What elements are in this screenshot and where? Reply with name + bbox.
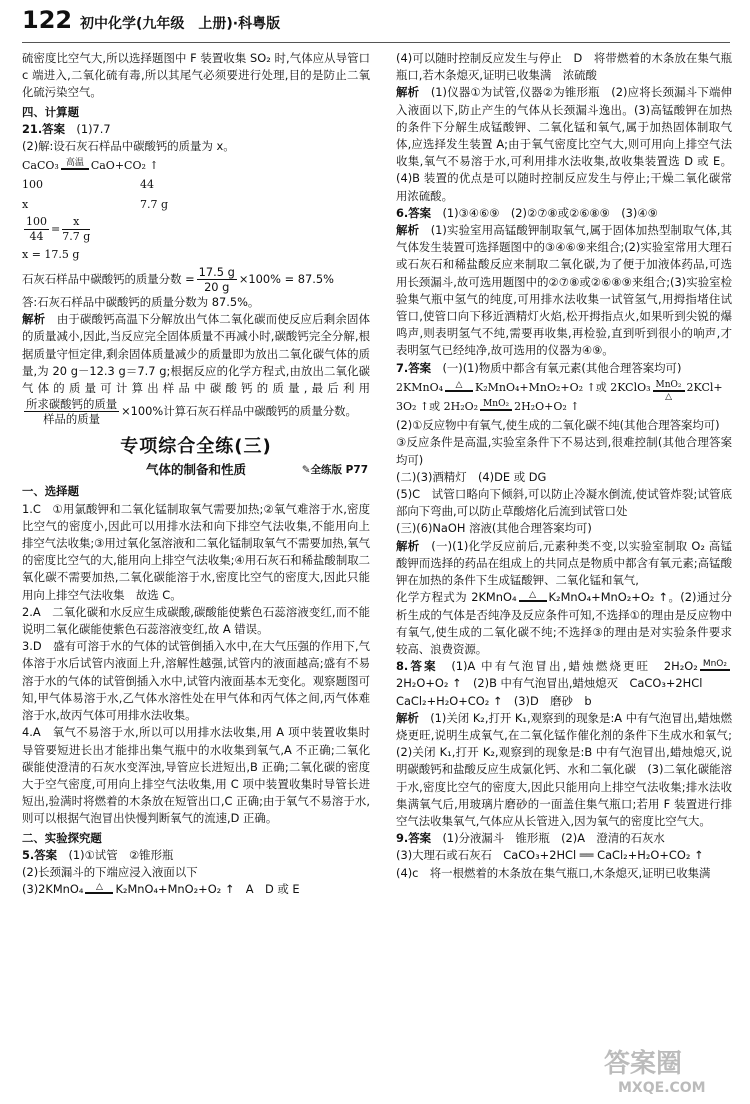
- q8-part1-pre: (1)A 中有气泡冒出,蜡烛燃烧更旺 2H₂O₂: [451, 659, 698, 674]
- fraction: [24, 215, 49, 244]
- q2-answer: 2.A 二氧化碳和水反应生成碳酸,碳酸能使紫色石蕊溶液变红,而不能说明二氧化碳能使紫色石蕊溶液变红,故 A 错误。: [22, 604, 370, 637]
- denominator: 20 g: [204, 280, 230, 295]
- q7-label: 7.答案: [396, 360, 432, 375]
- q21-analysis-tail: ×100%计算石灰石样品中碳酸钙的质量分数。: [121, 404, 357, 419]
- book-title: 初中化学(九年级 上册)·科粤版: [80, 16, 281, 32]
- denominator: 7.7 g: [62, 229, 91, 243]
- q8-part2: CaCl₂+H₂O+CO₂ ↑ (3)D 磨砂 b: [396, 693, 592, 708]
- practice-page-ref: [302, 462, 368, 479]
- q8-part1-post: 2H₂O+O₂ ↑ (2)B 中有气泡冒出,蜡烛熄灭 CaCO₃+2HCl: [396, 676, 703, 691]
- q21-answer-text: (1)7.7: [76, 121, 111, 136]
- q6-analysis: [396, 222, 732, 360]
- q21-answer: [22, 121, 370, 138]
- q21-x-result: x = 17.5 g: [22, 247, 80, 261]
- left-column: [22, 50, 370, 898]
- q21-analysis: [22, 311, 370, 426]
- watermark-url: MXQE.COM: [618, 1080, 706, 1096]
- q21-proportion: $\frac{100}{44}$ = $\frac{x}{7.7 g}$: [26, 214, 91, 243]
- q4-answer: 4.A 氧气不易溶于水,所以可以用排水法收集,用 A 项中装置收集时导管要短进长出才能排出集气瓶中的水收集到氧气,A 不正确;二氧化碳能使澄清的石灰水变浑浊,导管应长进短出,B 正确;二氧化碳的密度大于空气密度,可用向上排空气法收集,用 C 项中装置收集时导管长进短出,验满时将燃着的木条放在短管出口,C 正确;由于氧气不易溶于水,则可以根据气泡冒出快慢判断氧气的流速,D 正确。: [22, 725, 370, 826]
- q5-part3-post: K₂MnO₄+MnO₂+O₂ ↑ A D 或 E: [115, 882, 300, 897]
- denominator: 44: [29, 229, 44, 243]
- q7-equation2: [396, 398, 732, 415]
- q6-answer: [396, 205, 732, 222]
- q21-eq-left: CaCO₃: [22, 159, 59, 173]
- section-heading-calc: 四、计算题: [22, 104, 79, 119]
- q21-conclusion: 答:石灰石样品中碳酸钙的质量分数为 87.5%。: [22, 295, 260, 310]
- q7-analysis2-pre: 化学方程式为 2KMnO₄: [396, 590, 517, 605]
- q21-row2-a: x: [22, 197, 29, 211]
- q7-eq2-post: 2H₂O+O₂ ↑: [514, 400, 580, 414]
- q21-eq-condition: [61, 158, 89, 174]
- q5-answer: [22, 847, 370, 864]
- q7-analysis-text: (一)(1)化学反应前后,元素种类不变,以实验室制取 O₂ 高锰酸钾而选择的药品在组成上的共同点是物质中都含有氧元素;高锰酸钾在加热的条件下生成锰酸钾、二氧化锰和氧气,: [396, 538, 732, 588]
- q7-analysis: [396, 538, 732, 590]
- analysis-label: 解析: [396, 223, 420, 238]
- watermark-text: 答案圈: [604, 1049, 683, 1079]
- q21-equation: [22, 157, 370, 174]
- catalyst-text: MnO₂: [700, 659, 730, 671]
- q21-ratio-row1: [22, 176, 370, 193]
- q7-eq1-mid: K₂MnO₄+MnO₂+O₂ ↑或 2KClO₃: [475, 380, 651, 394]
- q9-part3: (4)c 将一根燃着的木条放在集气瓶口,木条熄灭,证明已收集满: [396, 865, 711, 880]
- q8-answer: [396, 658, 732, 692]
- q21-percent-pre: 石灰石样品中碳酸钙的质量分数 =: [22, 272, 195, 287]
- q5-part3-pre: (3)2KMnO₄: [22, 882, 84, 897]
- header-divider: [22, 42, 730, 43]
- q7-part6: (三)(6)NaOH 溶液(其他合理答案均可): [396, 521, 592, 536]
- q7-analysis2-post: K₂MnO₄+MnO₂+O₂ ↑。(2)通过分析生成的气体是否纯净及反应条件可知,不选择①的理由是反应物中有氧气,使生成的二氧化碳不纯;不选择③的理由是对实验条件要求较高、浪费资源。: [396, 590, 732, 656]
- denominator: 样品的质量: [43, 412, 101, 427]
- q8-analysis: [396, 710, 732, 830]
- q21-solution-intro: (2)解:设石灰石样品中碳酸钙的质量为 x。: [22, 139, 235, 154]
- pencil-icon: ✎: [301, 464, 311, 477]
- numerator: 17.5 g: [198, 265, 235, 280]
- practice-ref-text: 全练版 P77: [310, 464, 368, 477]
- page-header: [0, 0, 750, 42]
- q7-part5: (5)C 试管口略向下倾斜,可以防止冷凝水倒流,使试管炸裂;试管底部向下弯曲,可以防止草酸熔化后流到试管口处: [396, 487, 732, 519]
- q21-row1-a: 100: [22, 178, 43, 192]
- q21-percent-post: ×100% = 87.5%: [238, 272, 334, 287]
- practice-title: 专项综合全练(三): [120, 436, 272, 458]
- q5-label: 5.答案: [22, 847, 58, 862]
- q7-eq1-pre: 2KMnO₄: [396, 380, 443, 394]
- analysis-label: 解析: [396, 85, 420, 100]
- q1-answer: 1.C ①用氯酸钾和二氧化锰制取氧气需要加热;②氧气难溶于水,密度比空气的密度小,因此可以用排水法和向下排空气法收集,不能用向上排空气法收集;③用过氧化氢溶液和二氧化锰制取氧气不需要加热,氧气的密度比空气的大,能用向上排空气法收集;④用石灰石和稀盐酸制取二氧化碳不需要加热,二氧化碳能溶于水,密度比空气的密度大,因此只能用向上排空气法收集 故选 C。: [22, 501, 370, 602]
- q6-label: 6.答案: [396, 205, 432, 220]
- practice-subtitle-row: [22, 459, 370, 481]
- q5-analysis-text: (1)仪器①为试管,仪器②为锥形瓶 (2)应将长颈漏斗下端伸入液面以下,防止产生的气体从长颈漏斗逸出。(3)高锰酸钾在加热的条件下分解生成锰酸钾、二氧化锰和氧气,属于加热固体制取气体,应选择发生装置 A;由于氧气密度比空气大,则可用向上排空气法收集,氧气不易溶于水,可利用排水法收集,故收集装置选 D 或 E。(4)B 装置的优点是可以随时控制反应发生与停止;干燥二氧化碳常用浓硫酸。: [396, 85, 732, 203]
- q21-ratio-row2: [22, 196, 370, 213]
- q21-eq-right: CaO+CO₂ ↑: [90, 159, 159, 173]
- fraction: [24, 397, 119, 426]
- q9-label: 9.答案: [396, 831, 432, 846]
- analysis-label: 解析: [22, 312, 46, 327]
- catalyst-text: MnO₂: [653, 380, 685, 392]
- numerator: 100: [26, 214, 47, 228]
- intro-paragraph: 硫密度比空气大,所以选择题图中 F 装置收集 SO₂ 时,气体应从导管口 c 端进入,二氧化硫有毒,所以其尾气必须要进行处理,目的是防止二氧化硫污染空气。: [22, 51, 370, 100]
- right-column: [396, 50, 732, 882]
- numerator: x: [62, 215, 90, 230]
- q21-row1-b: 44: [140, 178, 154, 192]
- q8-label: 8.答案: [396, 659, 438, 674]
- heat-condition: △: [85, 882, 113, 898]
- q21-row2-b: 7.7 g: [140, 197, 169, 211]
- fraction: [62, 215, 90, 244]
- q7-analysis-2: [396, 589, 732, 658]
- q7-eq2-pre: 3O₂ ↑或 2H₂O₂: [396, 400, 479, 414]
- numerator: 所求碳酸钙的质量: [26, 397, 118, 412]
- q9-answer: [396, 830, 732, 847]
- section-heading-choice: 一、选择题: [22, 484, 79, 499]
- watermark-logo: [598, 1042, 738, 1098]
- q5-part1: (1)①试管 ②锥形瓶: [68, 847, 174, 862]
- q5-part4: (4)可以随时控制反应发生与停止 D 将带燃着的木条放在集气瓶瓶口,若木条熄灭,证明已收集满 浓硫酸: [396, 51, 732, 83]
- q3-answer: 3.D 盛有可溶于水的气体的试管倒插入水中,在大气压强的作用下,气体溶于水后试管内液面上升,溶解性越强,试管内的液面越高;盛有不易溶于水的气体的试管倒插入水中,试管内液面基本无变化。观察题图可知,甲气体易溶于水,乙气体水溶性处在甲气体和丙气体之间,丙气体难溶于水,故丙气体可用排水法收集。: [22, 639, 370, 723]
- q9-part2: (3)大理石或石灰石 CaCO₃+2HCl ══ CaCl₂+H₂O+CO₂ ↑: [396, 848, 704, 863]
- q21-percent: [22, 265, 370, 294]
- q21-cond-text: 高温: [61, 158, 89, 170]
- analysis-label: 解析: [396, 538, 420, 553]
- q7-part1: (一)(1)物质中都含有氧元素(其他合理答案均可): [442, 360, 682, 375]
- q7-answer: [396, 360, 732, 377]
- heat-condition: △: [445, 380, 473, 396]
- q5-part3: [22, 881, 370, 898]
- page-number: 122: [22, 6, 73, 34]
- q9-part1: (1)分液漏斗 锥形瓶 (2)A 澄清的石灰水: [442, 831, 665, 846]
- analysis-label: 解析: [396, 710, 419, 725]
- fraction: [197, 265, 237, 294]
- q5-part2: (2)长颈漏斗的下端应浸入液面以下: [22, 864, 198, 879]
- q7-equation1: [396, 379, 732, 402]
- q6-analysis-text: (1)实验室用高锰酸钾制取氧气,属于固体加热型制取气体,其气体发生装置可选择题图中的③④⑥⑨来组合;(2)实验室常用大理石或石灰石和稀盐酸反应来制取二氧化碳,为了便于加液体药品,可选用长颈漏斗,故可选用题图中的②⑦⑧或②⑥⑧⑨来组合;(3)实验室检验集气瓶中氢气的纯度,可用排水法收集一试管氢气,用拇指堵住试管口,使管口向下移近酒精灯火焰,松开拇指点火,如果听到尖锐的爆鸣声,则表明氢气不纯,需要再收集,再检验,直到听到很小的响声,才表明氢气已经纯净,故可选用的仪器为④⑨。: [396, 223, 732, 358]
- q6-answer-text: (1)③④⑥⑨ (2)②⑦⑧或②⑥⑧⑨ (3)④⑨: [442, 205, 658, 220]
- catalyst-condition: [480, 399, 512, 415]
- catalyst-condition: MnO₂ △: [653, 380, 685, 396]
- catalyst-text: MnO₂: [480, 399, 512, 411]
- q21-analysis-text: 由于碳酸钙高温下分解放出气体二氧化碳而使反应后剩余固体的质量减小,因此,当反应完全固体质量不再减小时,碳酸钙完全分解,根据质量守恒定律,剩余固体质量减少的质量即为放出二氧化碳气体的质量,为 20 g－12.3 g＝7.7 g;根据反应的化学方程式,由放出二氧化碳气体的质量可计算出样品中碳酸钙的质量,最后利用: [22, 312, 370, 396]
- q21-label: 21.答案: [22, 121, 65, 136]
- q7-part4: (二)(3)酒精灯 (4)DE 或 DG: [396, 469, 547, 484]
- heat-condition: △: [519, 590, 547, 606]
- q7-eq1-post: 2KCl+: [686, 380, 723, 394]
- q5-analysis: [396, 84, 732, 204]
- q7-part3: ③反应条件是高温,实验室条件下不易达到,很难控制(其他合理答案均可): [396, 435, 732, 467]
- q7-part2: (2)①反应物中有氧气,使生成的二氧化碳不纯(其他合理答案均可): [396, 418, 720, 433]
- section-heading-experiment: 二、实验探究题: [22, 830, 102, 845]
- catalyst-condition: [700, 659, 730, 675]
- q8-analysis-text: (1)关闭 K₂,打开 K₁,观察到的现象是:A 中有气泡冒出,蜡烛燃烧更旺,说明生成氧气,在二氧化锰作催化剂的条件下生成水和氧气;(2)关闭 K₁,打开 K₂,观察到的现象是:B 中有气泡冒出,蜡烛熄灭,说明碳酸钙和盐酸反应生成氯化钙、水和二氧化碳 (3)二氧化碳能溶于水,密度比空气的密度大,因此只能用向上排空气法收集;排水法收集满氧气后,用玻璃片磨砂的一面盖住集气瓶口;若用 F 装置进行排空气法收集氧气,气体应从长管进入,因为氧气的密度比空气大。: [396, 710, 732, 828]
- practice-subtitle: 气体的制备和性质: [145, 462, 246, 478]
